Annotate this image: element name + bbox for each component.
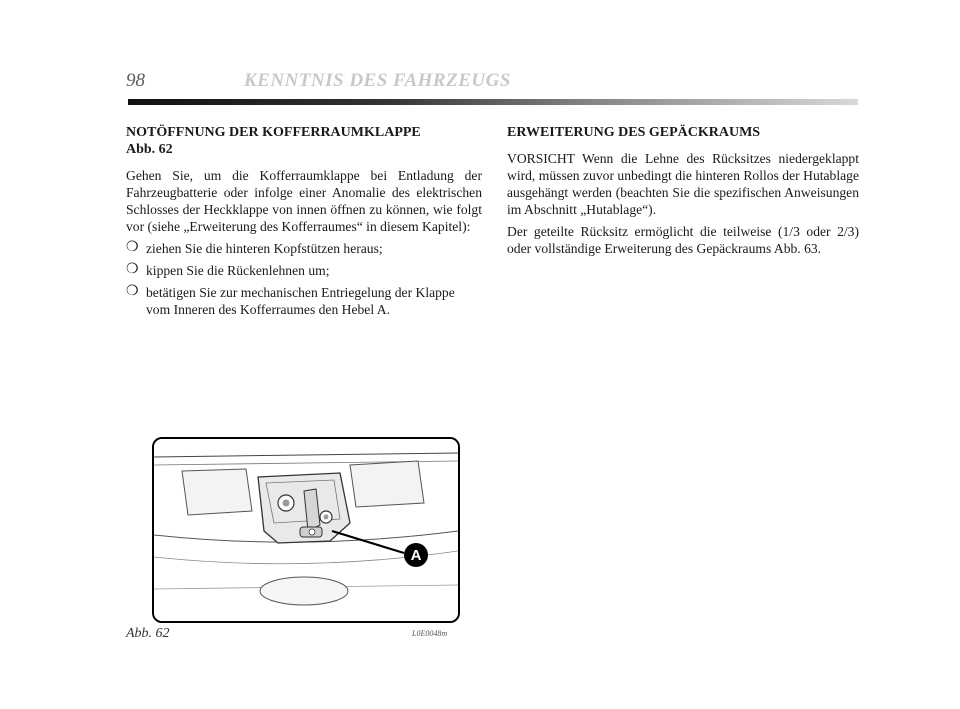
section-heading-emergency-opening xyxy=(126,124,482,158)
figure-trunk-lock-illustration xyxy=(152,437,460,623)
instruction-list xyxy=(126,240,482,318)
list-item-text: ziehen Sie die hinteren Kopfstützen heraus; xyxy=(146,241,383,256)
list-item xyxy=(126,240,482,257)
heading-line-1: NOTÖFFNUNG DER KOFFERRAUMKLAPPE xyxy=(126,125,421,140)
header-rule xyxy=(128,99,858,105)
left-column xyxy=(126,124,482,323)
bullet-circle-icon: ❍ xyxy=(126,284,139,299)
list-item xyxy=(126,284,482,318)
trunk-lock-drawing xyxy=(154,439,458,621)
heading-line-2: Abb. 62 xyxy=(126,142,173,157)
intro-paragraph: Gehen Sie, um die Kofferraumklappe bei Entladung der Fahrzeugbatterie oder infolge einer Anomalie des elektrischen Schlosses der Heckklappe von innen öffnen zu können, wie folgt vor (siehe „Erweiterung des Kofferraumes“ in diesem Kapitel): xyxy=(126,168,482,234)
page-number: 98 xyxy=(126,70,145,91)
list-item xyxy=(126,262,482,279)
list-item-text: betätigen Sie zur mechanischen Entriegelung der Klappe vom Inneren des Kofferraumes den Hebel A. xyxy=(146,285,455,317)
figure-caption: Abb. 62 xyxy=(126,626,170,641)
running-title: KENNTNIS DES FAHRZEUGS xyxy=(244,70,511,91)
split-seat-paragraph: Der geteilte Rücksitz ermöglicht die teilweise (1/3 oder 2/3) oder vollständige Erweiterung des Gepäckraums Abb. 63. xyxy=(507,224,859,256)
figure-code: L0E0048m xyxy=(412,629,448,638)
bullet-circle-icon: ❍ xyxy=(126,240,139,255)
right-column xyxy=(507,124,859,262)
caution-paragraph: VORSICHT Wenn die Lehne des Rücksitzes niedergeklappt wird, müssen zuvor unbedingt die hinteren Rollos der Hutablage ausgehängt werden (beachten Sie die spezifischen Anweisungen im Abschnitt „Hutablage“). xyxy=(507,151,859,217)
section-heading-luggage-extension: ERWEITERUNG DES GEPÄCKRAUMS xyxy=(507,125,761,140)
list-item-text: kippen Sie die Rückenlehnen um; xyxy=(146,263,330,278)
callout-a-badge xyxy=(404,543,428,567)
bullet-circle-icon: ❍ xyxy=(126,262,139,277)
callout-a-label: A xyxy=(410,547,422,564)
